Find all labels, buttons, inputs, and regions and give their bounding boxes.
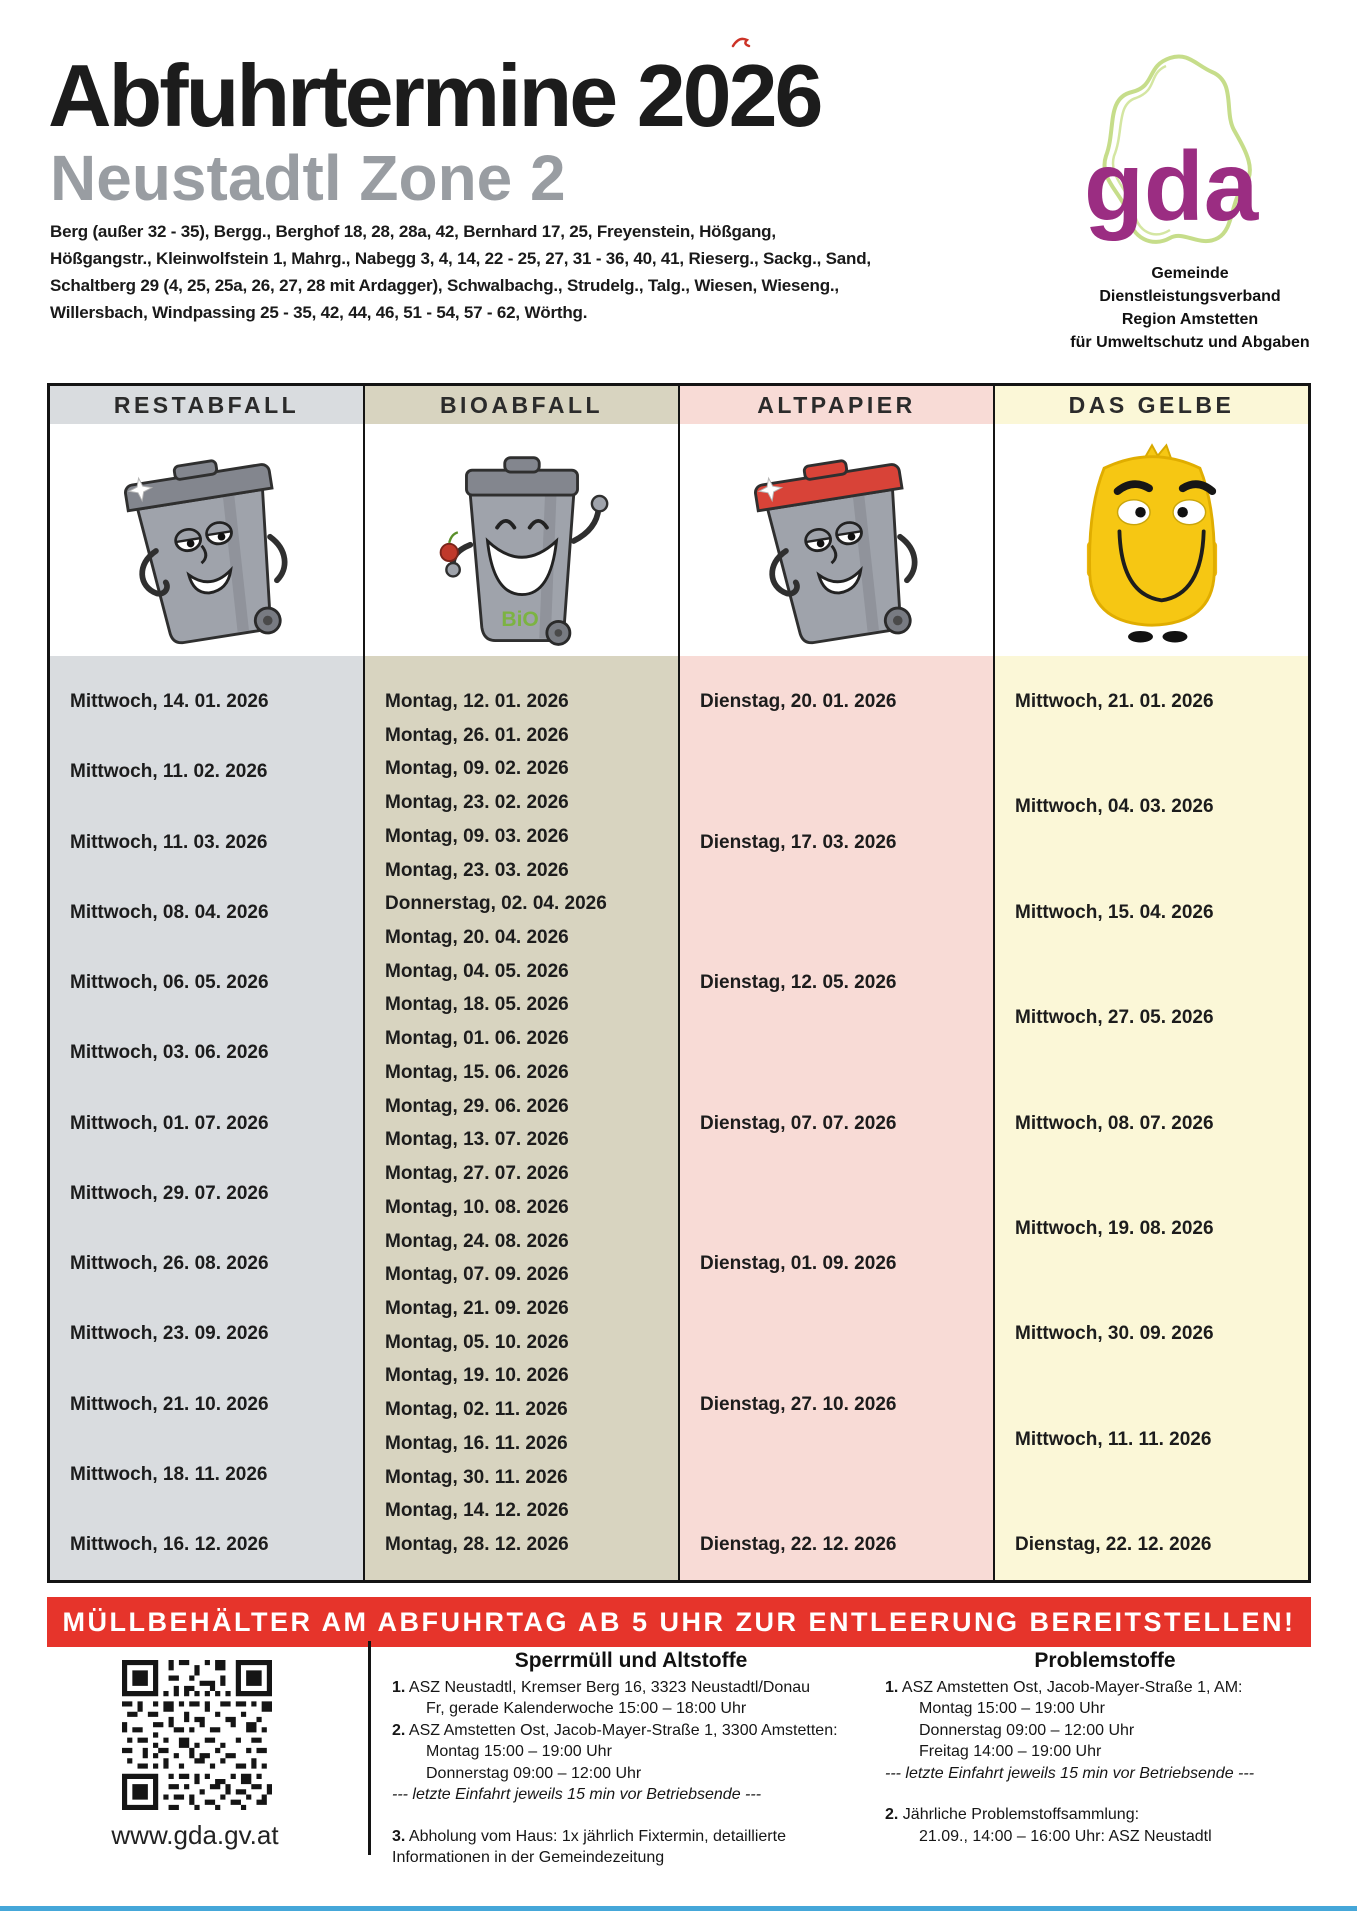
- restabfall-bin-mascot: [92, 428, 322, 653]
- collection-date: Dienstag, 22. 12. 2026: [700, 1534, 897, 1555]
- gda-logo-icon: [1082, 52, 1272, 260]
- bio-label: BiO: [500, 607, 539, 631]
- gda-org-text: Gemeinde Dienstleistungsverband Region Amstetten für Umweltschutz und Abgaben: [1070, 265, 1310, 351]
- collection-date: Mittwoch, 11. 02. 2026: [70, 761, 268, 783]
- sperrmuell-item: 1. ASZ Neustadtl, Kremser Berg 16, 3323 Neustadtl/Donau: [392, 1678, 811, 1696]
- collection-date: Montag, 18. 05. 2026: [385, 994, 569, 1016]
- collection-date: Mittwoch, 03. 06. 2026: [70, 1042, 269, 1064]
- collection-date: Mittwoch, 30. 09. 2026: [1015, 1323, 1214, 1345]
- problemstoffe-note: --- letzte Einfahrt jeweils 15 min vor Betriebsende ---: [885, 1764, 1255, 1782]
- sperrmuell-item-detail: Donnerstag 09:00 – 12:00 Uhr: [426, 1764, 642, 1782]
- sperrmuell-section: [392, 1650, 870, 1869]
- collection-date: Montag, 10. 08. 2026: [385, 1196, 569, 1218]
- collection-date: Mittwoch, 08. 07. 2026: [1015, 1112, 1214, 1134]
- bottom-blue-line: [0, 1906, 1357, 1911]
- collection-date: Montag, 24. 08. 2026: [385, 1230, 569, 1252]
- das-gelbe-dates: [995, 656, 1308, 1580]
- collection-date: Mittwoch, 14. 01. 2026: [70, 691, 269, 712]
- collection-date: Mittwoch, 21. 10. 2026: [70, 1393, 269, 1415]
- coverage-area-text: [50, 218, 880, 326]
- page-subtitle: Neustadtl Zone 2: [50, 142, 566, 214]
- bioabfall-dates: [365, 656, 678, 1580]
- collection-date: Montag, 07. 09. 2026: [385, 1264, 569, 1286]
- sperrmuell-item-detail: Fr, gerade Kalenderwoche 15:00 – 18:00 Uhr: [426, 1700, 747, 1717]
- sperrmuell-item-detail: Informationen in der Gemeindezeitung: [392, 1849, 665, 1866]
- collection-date: Donnerstag, 02. 04. 2026: [385, 893, 607, 915]
- collection-date: Dienstag, 22. 12. 2026: [1015, 1534, 1212, 1555]
- collection-date: Montag, 12. 01. 2026: [385, 691, 569, 712]
- collection-date: Mittwoch, 19. 08. 2026: [1015, 1217, 1214, 1239]
- collection-date: Montag, 09. 03. 2026: [385, 825, 569, 847]
- column-bioabfall: [363, 386, 678, 1580]
- collection-date: Dienstag, 12. 05. 2026: [700, 972, 897, 993]
- collection-date: Mittwoch, 23. 09. 2026: [70, 1323, 269, 1345]
- collection-date: Montag, 30. 11. 2026: [385, 1466, 568, 1488]
- column-header: RESTABFALL: [50, 386, 363, 424]
- collection-date: Montag, 09. 02. 2026: [385, 758, 569, 780]
- collection-date: Dienstag, 27. 10. 2026: [700, 1393, 897, 1415]
- collection-date: Mittwoch, 21. 01. 2026: [1015, 691, 1214, 712]
- problemstoffe-heading: Problemstoffe: [1034, 1649, 1176, 1672]
- collection-date: Mittwoch, 06. 05. 2026: [70, 972, 269, 993]
- collection-date: Montag, 02. 11. 2026: [385, 1399, 568, 1421]
- collection-date: Mittwoch, 11. 11. 2026: [1015, 1428, 1212, 1450]
- collection-date: Dienstag, 01. 09. 2026: [700, 1253, 897, 1274]
- collection-date: Mittwoch, 15. 04. 2026: [1015, 901, 1214, 923]
- collection-date: Montag, 13. 07. 2026: [385, 1129, 569, 1151]
- collection-date: Montag, 21. 09. 2026: [385, 1297, 569, 1319]
- collection-date: Montag, 01. 06. 2026: [385, 1028, 569, 1050]
- column-header: ALTPAPIER: [680, 386, 993, 424]
- collection-date: Mittwoch, 04. 03. 2026: [1015, 796, 1214, 818]
- sperrmuell-note: --- letzte Einfahrt jeweils 15 min vor Betriebsende ---: [392, 1786, 762, 1803]
- collection-date: Montag, 28. 12. 2026: [385, 1533, 569, 1555]
- collection-date: Montag, 16. 11. 2026: [385, 1432, 568, 1454]
- problemstoffe-item-detail: Montag 15:00 – 19:00 Uhr: [919, 1700, 1105, 1717]
- problemstoffe-item-detail: Donnerstag 09:00 – 12:00 Uhr: [919, 1721, 1135, 1739]
- collection-date: Mittwoch, 18. 11. 2026: [70, 1463, 268, 1485]
- website-url: www.gda.gv.at: [111, 1820, 279, 1850]
- sperrmuell-item-detail: Montag 15:00 – 19:00 Uhr: [426, 1743, 612, 1760]
- collection-date: Dienstag, 20. 01. 2026: [700, 691, 897, 712]
- collection-date: Montag, 19. 10. 2026: [385, 1365, 569, 1387]
- coverage-area-line: Willersbach, Windpassing 25 - 35, 42, 44, 46, 51 - 54, 57 - 62, Wörthg.: [50, 303, 588, 322]
- collection-calendar: [47, 383, 1311, 1583]
- column-altpapier: [678, 386, 993, 1580]
- collection-date: Montag, 29. 06. 2026: [385, 1095, 569, 1117]
- restabfall-dates: [50, 656, 363, 1580]
- collection-date: Mittwoch, 11. 03. 2026: [70, 831, 268, 853]
- collection-date: Montag, 23. 02. 2026: [385, 792, 569, 814]
- collection-date: Mittwoch, 26. 08. 2026: [70, 1253, 269, 1274]
- collection-date: Montag, 26. 01. 2026: [385, 724, 569, 746]
- collection-date: Dienstag, 07. 07. 2026: [700, 1112, 897, 1134]
- column-header: BIOABFALL: [365, 386, 678, 424]
- coverage-area-line: Berg (außer 32 - 35), Bergg., Berghof 18, 28, 28a, 42, Bernhard 17, 25, Freyenstein, Hößgang,: [50, 222, 776, 241]
- footer-divider: [368, 1641, 371, 1855]
- qr-code: [122, 1660, 272, 1810]
- sperrmuell-heading: Sperrmüll und Altstoffe: [514, 1649, 748, 1672]
- collection-date: Montag, 20. 04. 2026: [385, 927, 569, 949]
- column-das-gelbe: [993, 386, 1308, 1580]
- notice-banner: [47, 1597, 1311, 1647]
- page-title: Abfuhrtermine 2026: [48, 46, 821, 145]
- problemstoffe-item-detail: Freitag 14:00 – 19:00 Uhr: [919, 1743, 1102, 1760]
- column-restabfall: [50, 386, 363, 1580]
- problemstoffe-item: 2. Jährliche Problemstoffsammlung:: [885, 1806, 1140, 1823]
- coverage-area-line: Hößgangstr., Kleinwolfstein 1, Mahrg., Nabegg 3, 4, 14, 22 - 25, 27, 31 - 36, 40, 41, Rieserg., Sackg., Sand,: [50, 249, 871, 268]
- collection-date: Mittwoch, 08. 04. 2026: [70, 901, 269, 923]
- collection-date: Montag, 04. 05. 2026: [385, 960, 569, 982]
- notice-banner-text: MÜLLBEHÄLTER AM ABFUHRTAG AB 5 UHR ZUR ENTLEERUNG BEREITSTELLEN!: [62, 1607, 1296, 1637]
- altpapier-bin-mascot: [722, 428, 952, 653]
- collection-date: Montag, 14. 12. 2026: [385, 1500, 569, 1522]
- collection-date: Mittwoch, 01. 07. 2026: [70, 1112, 269, 1134]
- bioabfall-bin-mascot: [407, 428, 637, 653]
- collection-date: Mittwoch, 29. 07. 2026: [70, 1182, 269, 1204]
- collection-date: Montag, 05. 10. 2026: [385, 1331, 569, 1353]
- collection-date: Montag, 23. 03. 2026: [385, 859, 569, 881]
- coverage-area-line: Schaltberg 29 (4, 25, 25a, 26, 27, 28 mit Ardagger), Schwalbachg., Strudelg., Talg., Wiesen, Wieseng.,: [50, 276, 839, 295]
- collection-date: Montag, 15. 06. 2026: [385, 1061, 569, 1083]
- problemstoffe-item-detail: 21.09., 14:00 – 16:00 Uhr: ASZ Neustadtl: [919, 1827, 1212, 1845]
- column-header: DAS GELBE: [995, 386, 1308, 424]
- problemstoffe-item: 1. ASZ Amstetten Ost, Jacob-Mayer-Straße 1, AM:: [885, 1678, 1243, 1696]
- collection-date: Mittwoch, 16. 12. 2026: [70, 1534, 269, 1555]
- collection-date: Dienstag, 17. 03. 2026: [700, 831, 897, 853]
- gelber-sack-mascot: [1037, 428, 1267, 653]
- sperrmuell-item: 3. Abholung vom Haus: 1x jährlich Fixtermin, detaillierte: [392, 1827, 786, 1845]
- problemstoffe-section: [885, 1650, 1325, 1847]
- gda-logo-text: gda: [1084, 131, 1259, 241]
- sperrmuell-item: 2. ASZ Amstetten Ost, Jacob-Mayer-Straße 1, 3300 Amstetten:: [392, 1721, 838, 1739]
- collection-date: Montag, 27. 07. 2026: [385, 1163, 569, 1185]
- altpapier-dates: [680, 656, 993, 1580]
- collection-date: Mittwoch, 27. 05. 2026: [1015, 1007, 1214, 1029]
